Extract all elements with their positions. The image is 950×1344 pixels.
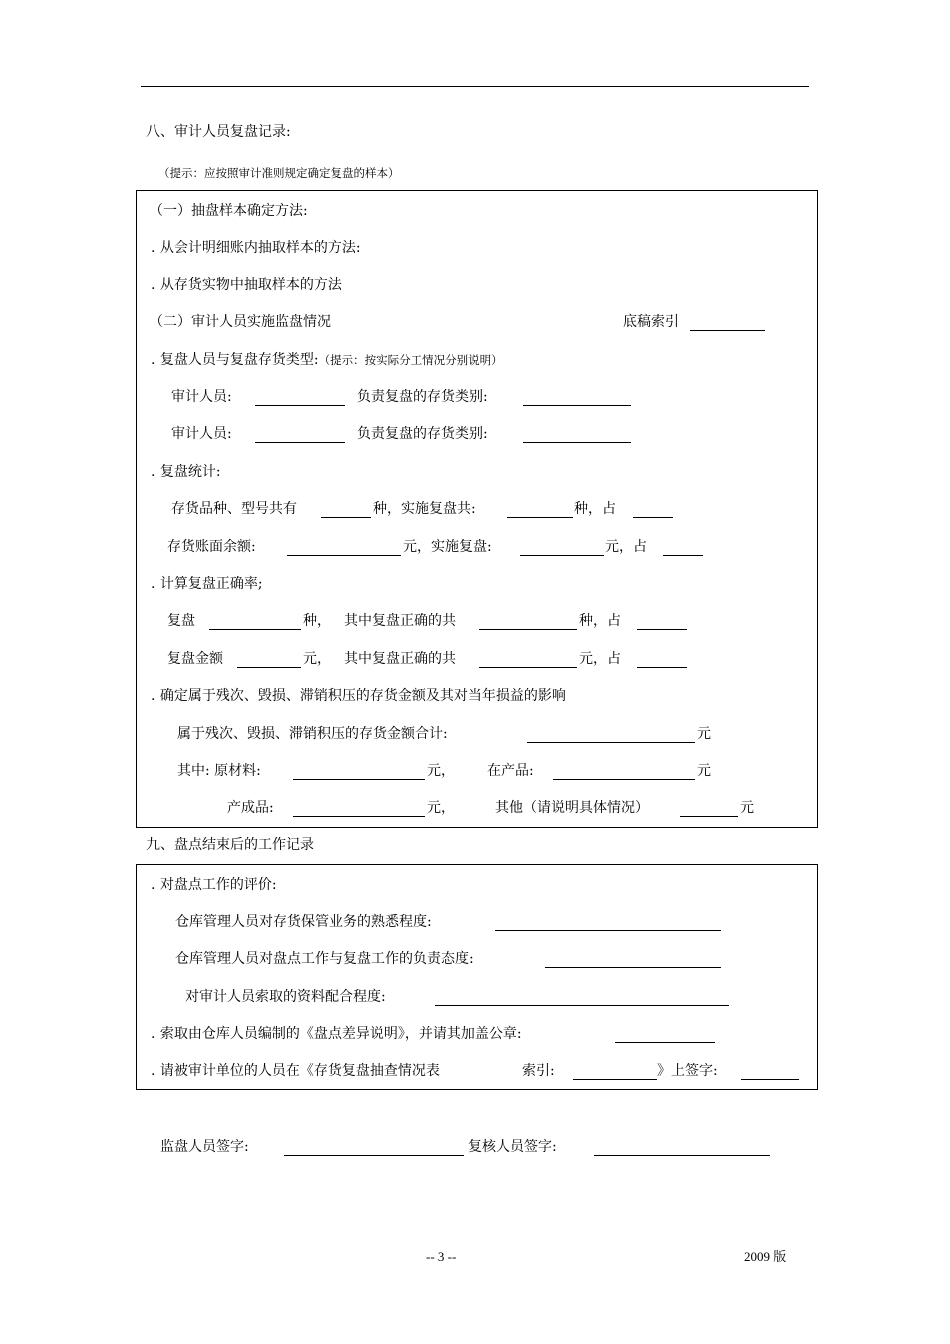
finished-unit: 元，: [427, 800, 455, 816]
balance-percent-label: 元，占: [605, 539, 647, 555]
recount-correct-field[interactable]: [479, 614, 577, 630]
stats-title: . 复盘统计:: [151, 464, 221, 480]
sampling-from-physical: . 从存货实物中抽取样本的方法: [151, 277, 342, 293]
supervisor-signature-label: 监盘人员签字:: [160, 1139, 249, 1155]
cooperation-field[interactable]: [435, 990, 729, 1006]
amount-correct-field[interactable]: [479, 652, 577, 668]
recount-percent-field[interactable]: [637, 614, 687, 630]
raw-material-field[interactable]: [293, 764, 425, 780]
raw-material-unit: 元，: [427, 763, 455, 779]
sign-label: . 请被审计单位的人员在《存货复盘抽查情况表: [151, 1063, 440, 1079]
amount-unit: 元，: [303, 651, 331, 667]
defective-total-unit: 元: [697, 726, 711, 742]
amount-percent-label: 元，占: [579, 651, 621, 667]
other-field[interactable]: [680, 801, 738, 817]
recount-label: 复盘: [167, 613, 195, 629]
balance-percent-field[interactable]: [663, 540, 703, 556]
reviewer-signature-field[interactable]: [594, 1140, 770, 1156]
recount-correct-label: 其中复盘正确的共: [344, 613, 456, 629]
varieties-recount-label: 种，实施复盘共:: [373, 501, 476, 517]
other-label: 其他（请说明具体情况）: [495, 800, 649, 816]
staff-types: . 复盘人员与复盘存货类型:（提示：按实际分工情况分别说明）: [151, 352, 503, 368]
balance-recount-field[interactable]: [520, 540, 604, 556]
wip-unit: 元: [697, 763, 711, 779]
accuracy-title: . 计算复盘正确率;: [151, 576, 263, 592]
sampling-title: （一）抽盘样本确定方法:: [149, 203, 308, 219]
post-count-box: [136, 864, 818, 1090]
raw-material-label: 其中: 原材料:: [177, 763, 261, 779]
varieties-percent-field[interactable]: [633, 502, 673, 518]
attitude-field[interactable]: [545, 952, 721, 968]
section9-title: 九、盘点结束后的工作记录: [146, 837, 314, 853]
attitude-label: 仓库管理人员对盘点工作与复盘工作的负责态度:: [175, 951, 474, 967]
familiarity-field[interactable]: [495, 915, 721, 931]
variance-label: . 索取由仓库人员编制的《盘点差异说明》，并请其加盖公章:: [151, 1026, 522, 1042]
recount-unit: 种，: [303, 613, 331, 629]
balance-recount-label: 元，实施复盘:: [403, 539, 492, 555]
auditor-label-1: 审计人员:: [171, 389, 232, 405]
variance-field[interactable]: [615, 1027, 715, 1043]
review-record-box: [136, 190, 818, 828]
evaluation-title: . 对盘点工作的评价:: [151, 877, 277, 893]
varieties-label: 存货品种、型号共有: [171, 501, 297, 517]
section8-hint: （提示：应按照审计准则规定确定复盘的样本）: [158, 166, 400, 180]
auditor-field-2[interactable]: [255, 427, 345, 443]
supervisor-signature-field[interactable]: [284, 1140, 464, 1156]
staff-types-hint: （提示：按实际分工情况分别说明）: [318, 353, 503, 367]
sign-index-field[interactable]: [573, 1064, 657, 1080]
category-label-1: 负责复盘的存货类别:: [357, 389, 488, 405]
sign-suffix-label: 》上签字:: [657, 1063, 718, 1079]
amount-field[interactable]: [237, 652, 301, 668]
other-unit: 元: [740, 800, 754, 816]
category-field-2[interactable]: [523, 427, 631, 443]
varieties-recount-field[interactable]: [507, 502, 573, 518]
defective-total-label: 属于残次、毁损、滞销积压的存货金额合计:: [177, 726, 448, 742]
recount-percent-label: 种，占: [579, 613, 621, 629]
version-label: 2009 版: [744, 1249, 787, 1264]
sign-field[interactable]: [741, 1064, 799, 1080]
recount-field[interactable]: [209, 614, 301, 630]
category-label-2: 负责复盘的存货类别:: [357, 426, 488, 442]
balance-label: 存货账面余额:: [167, 539, 256, 555]
defective-total-field[interactable]: [527, 727, 695, 743]
balance-field[interactable]: [287, 540, 401, 556]
amount-correct-label: 其中复盘正确的共: [344, 651, 456, 667]
reviewer-signature-label: 复核人员签字:: [468, 1139, 557, 1155]
header-rule: [141, 86, 809, 87]
defective-title: . 确定属于残次、毁损、滞销积压的存货金额及其对当年损益的影响: [151, 688, 566, 704]
category-field-1[interactable]: [523, 390, 631, 406]
auditor-label-2: 审计人员:: [171, 426, 232, 442]
amount-label: 复盘金额: [167, 651, 223, 667]
page-number: -- 3 --: [426, 1249, 457, 1264]
sampling-from-ledger: . 从会计明细账内抽取样本的方法:: [151, 240, 361, 256]
familiarity-label: 仓库管理人员对存货保管业务的熟悉程度:: [175, 914, 432, 930]
auditor-field-1[interactable]: [255, 390, 345, 406]
index-label: 底稿索引: [623, 314, 679, 330]
amount-percent-field[interactable]: [637, 652, 687, 668]
varieties-percent-label: 种，占: [574, 501, 616, 517]
finished-field[interactable]: [293, 801, 425, 817]
finished-label: 产成品:: [227, 800, 274, 816]
varieties-field[interactable]: [321, 502, 371, 518]
index-field[interactable]: [690, 315, 765, 331]
cooperation-label: 对审计人员索取的资料配合程度:: [185, 989, 386, 1005]
sign-index-label: 索引:: [522, 1063, 555, 1079]
wip-field[interactable]: [553, 764, 695, 780]
section8-title: 八、审计人员复盘记录:: [146, 124, 291, 140]
supervision-title: （二）审计人员实施监盘情况: [149, 314, 331, 330]
wip-label: 在产品:: [487, 763, 534, 779]
